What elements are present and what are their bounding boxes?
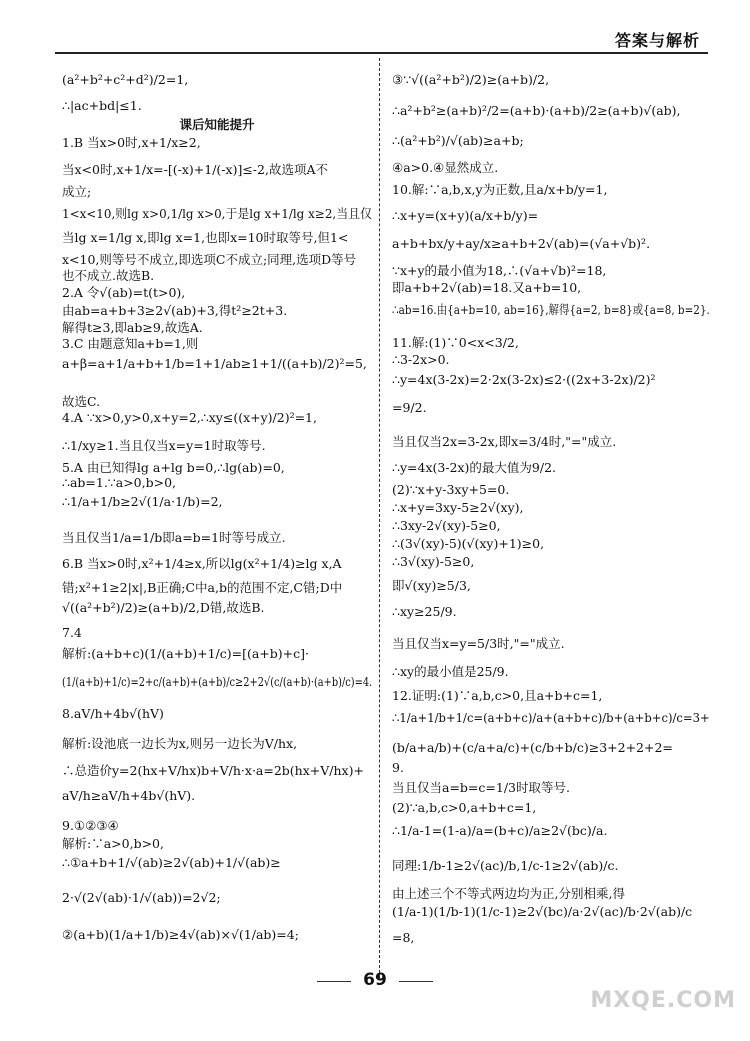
left-line: 成立;	[62, 184, 92, 199]
right-line: ∴y=4x(3-2x)=2·2x(3-2x)≤2·((2x+3-2x)/2)²	[392, 372, 656, 387]
right-line: (2)∵a,b,c>0,a+b+c=1,	[392, 800, 537, 815]
left-line: ②(a+b)(1/a+1/b)≥4√(ab)×√(1/ab)=4;	[62, 927, 299, 942]
left-line: 错;x²+1≥2|x|,B正确;C中a,b的范围不定,C错;D中	[62, 580, 343, 595]
left-line: 也不成立.故选B.	[62, 268, 155, 283]
page-header	[55, 22, 708, 54]
footer-dash-right	[399, 981, 433, 982]
watermark-logo: MXQE.COM	[590, 988, 736, 1013]
left-column	[62, 58, 372, 968]
right-line: 即a+b+2√(ab)=18.又a+b=10,	[392, 280, 582, 295]
right-line: 当且仅当2x=3-2x,即x=3/4时,"="成立.	[392, 434, 617, 449]
right-line: =8,	[392, 930, 415, 945]
left-line: ∴①a+b+1/√(ab)≥2√(ab)+1/√(ab)≥	[62, 855, 281, 870]
left-line: 解析:∵a>0,b>0,	[62, 836, 164, 851]
left-line: 当lg x=1/lg x,即lg x=1,也即x=10时取等号,但1<	[62, 230, 349, 245]
right-line: ∴ab=16.由{a+b=10, ab=16},解得{a=2, b=8}或{a=8, b=2}.	[392, 302, 710, 317]
right-line: ∴xy的最小值是25/9.	[392, 664, 509, 679]
left-top-formula: (a²+b²+c²+d²)/2=1,	[62, 72, 189, 87]
left-line: 2.A 令√(ab)=t(t>0),	[62, 285, 186, 300]
left-line: 4.A ∵x>0,y>0,x+y=2,∴xy≤((x+y)/2)²=1,	[62, 410, 317, 425]
right-line: ∴3√(xy)-5≥0,	[392, 554, 475, 569]
left-line: 8.aV/h+4b√(hV)	[62, 706, 164, 721]
column-divider	[379, 58, 380, 978]
right-line: 同理:1/b-1≥2√(ac)/b,1/c-1≥2√(ab)/c.	[392, 858, 619, 873]
right-line: 12.证明:(1)∵a,b,c>0,且a+b+c=1,	[392, 688, 603, 703]
right-line: ∵x+y的最小值为18,∴(√a+√b)²=18,	[392, 263, 607, 278]
footer-dash-left	[317, 981, 351, 982]
right-line: ∴(3√(xy)-5)(√(xy)+1)≥0,	[392, 536, 545, 551]
right-line: 当且仅当x=y=5/3时,"="成立.	[392, 636, 565, 651]
right-line: ∴x+y=3xy-5≥2√(xy),	[392, 500, 524, 515]
right-line: 10.解:∵a,b,x,y为正数,且a/x+b/y=1,	[392, 182, 608, 197]
right-line: (2)∵x+y-3xy+5=0.	[392, 482, 510, 497]
left-line: 课后知能提升	[179, 117, 255, 132]
left-line: 6.B 当x>0时,x²+1/4≥x,所以lg(x²+1/4)≥lg x,A	[62, 556, 342, 571]
right-line: (1/a-1)(1/b-1)(1/c-1)≥2√(bc)/a·2√(ac)/b·2√(ab)/c	[392, 904, 693, 919]
left-line: 由ab=a+b+3≥2√(ab)+3,得t²≥2t+3.	[62, 303, 288, 318]
left-line: 1.B 当x>0时,x+1/x≥2,	[62, 135, 201, 150]
header-title: 答案与解析	[614, 31, 700, 50]
left-line: x<10,则等号不成立,即选项C不成立;同理,选项D等号	[62, 252, 357, 267]
right-line: =9/2.	[392, 400, 427, 415]
right-line: 9.	[392, 760, 404, 775]
right-line: ∴y=4x(3-2x)的最大值为9/2.	[392, 460, 557, 475]
right-line: ∴x+y=(x+y)(a/x+b/y)=	[392, 208, 539, 223]
left-line: aV/h≥aV/h+4b√(hV).	[62, 788, 196, 803]
right-line: ③∵√((a²+b²)/2)≥(a+b)/2,	[392, 72, 550, 87]
page-number: 69	[363, 970, 387, 990]
right-line: 即√(xy)≥5/3,	[392, 578, 471, 593]
right-line: ∴1/a-1=(1-a)/a=(b+c)/a≥2√(bc)/a.	[392, 823, 608, 838]
right-line: ④a>0.④显然成立.	[392, 160, 499, 175]
left-line: 当且仅当1/a=1/b即a=b=1时等号成立.	[62, 530, 286, 545]
left-line: ∴ab=1.∵a>0,b>0,	[62, 475, 177, 490]
left-line: 故选C.	[62, 394, 101, 409]
right-line: ∴a²+b²≥(a+b)²/2=(a+b)·(a+b)/2≥(a+b)√(ab),	[392, 103, 681, 118]
right-line: (b/a+a/b)+(c/a+a/c)+(c/b+b/c)≥3+2+2+2=	[392, 740, 673, 755]
left-line: ∴|ac+bd|≤1.	[62, 98, 142, 113]
left-line: 当x<0时,x+1/x=-[(-x)+1/(-x)]≤-2,故选项A不	[62, 162, 328, 177]
page-footer	[0, 970, 750, 990]
left-line: 解析:设池底一边长为x,则另一边长为V/hx,	[62, 736, 298, 751]
right-line: ∴3-2x>0.	[392, 352, 450, 367]
left-line: ∴1/a+1/b≥2√(1/a·1/b)=2,	[62, 494, 223, 509]
right-line: 由上述三个不等式两边均为正,分别相乘,得	[392, 886, 625, 901]
left-line: 7.4	[62, 625, 82, 640]
left-line: 3.C 由题意知a+b=1,则	[62, 336, 199, 351]
left-line: 解析:(a+b+c)(1/(a+b)+1/c)=[(a+b)+c]·	[62, 646, 309, 661]
left-line: ∴1/xy≥1.当且仅当x=y=1时取等号.	[62, 438, 266, 453]
left-line: (1/(a+b)+1/c)=2+c/(a+b)+(a+b)/c≥2+2√(c/(a+b)·(a+b)/c)=4.	[62, 674, 373, 689]
right-line: ∴1/a+1/b+1/c=(a+b+c)/a+(a+b+c)/b+(a+b+c)/c=3+	[392, 710, 710, 725]
left-line: √((a²+b²)/2)≥(a+b)/2,D错,故选B.	[62, 600, 265, 615]
right-line: 11.解:(1)∵0<x<3/2,	[392, 335, 519, 350]
right-line: ∴3xy-2√(xy)-5≥0,	[392, 518, 501, 533]
left-line: ∴总造价y=2(hx+V/hx)b+V/h·x·a=2b(hx+V/hx)+	[62, 763, 364, 778]
right-line: a+b+bx/y+ay/x≥a+b+2√(ab)=(√a+√b)².	[392, 236, 651, 251]
left-line: 2·√(2√(ab)·1/√(ab))=2√2;	[62, 890, 221, 905]
left-line: 5.A 由已知得lg a+lg b=0,∴lg(ab)=0,	[62, 460, 285, 475]
left-line: 1<x<10,则lg x>0,1/lg x>0,于是lg x+1/lg x≥2,当且仅	[62, 206, 372, 221]
right-line: ∴xy≥25/9.	[392, 604, 457, 619]
right-column	[392, 58, 710, 968]
left-line: a+β=a+1/a+b+1/b=1+1/ab≥1+1/((a+b)/2)²=5,	[62, 356, 367, 371]
left-line: 9.①②③④	[62, 818, 119, 833]
right-line: ∴(a²+b²)/√(ab)≥a+b;	[392, 133, 524, 148]
right-line: 当且仅当a=b=c=1/3时取等号.	[392, 780, 570, 795]
left-line: 解得t≥3,即ab≥9,故选A.	[62, 320, 203, 335]
